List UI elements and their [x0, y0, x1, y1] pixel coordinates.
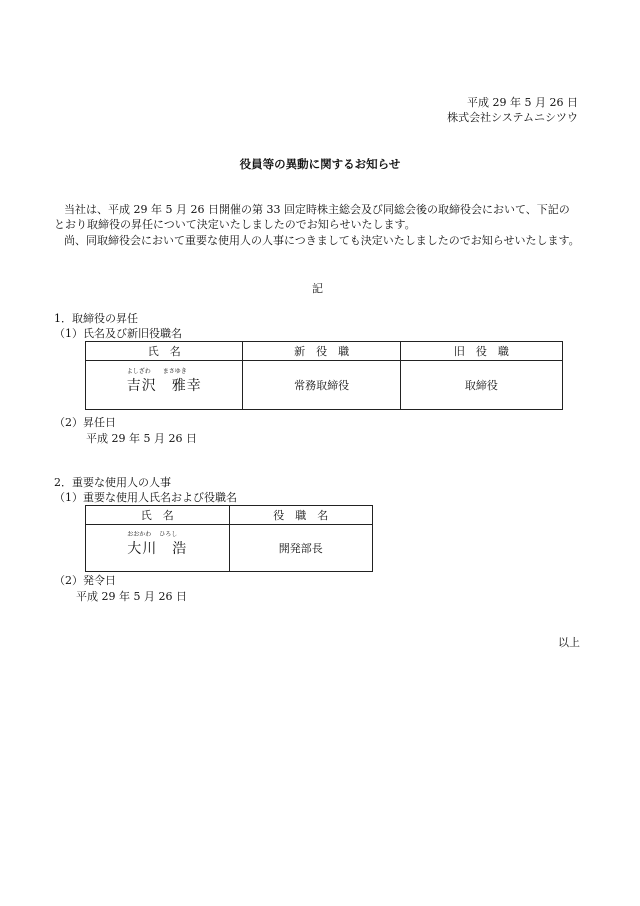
furigana-given: ひろし — [159, 531, 178, 538]
table-row — [86, 361, 563, 410]
person-name — [127, 531, 188, 558]
person-name — [126, 368, 202, 395]
cell-old-title: 取締役 — [400, 361, 562, 410]
table-header-row — [86, 342, 563, 361]
furigana-given: まさゆき — [162, 368, 187, 375]
appointment-date: 平成 29 年 5 月 26 日 — [76, 590, 187, 603]
body-paragraph-line-1: 当社は、平成 29 年 5 月 26 日開催の第 33 回定時株主総会及び同総会後の取締役会において、下記の — [64, 203, 570, 216]
cell-name — [86, 525, 230, 572]
header-old-title: 旧 役 職 — [400, 342, 562, 361]
header-name: 氏 名 — [86, 342, 243, 361]
ki-marker: 記 — [312, 282, 323, 295]
furigana-family: よしざわ — [126, 368, 151, 375]
cell-title: 開発部長 — [229, 525, 373, 572]
body-paragraph-line-2: とおり取締役の昇任について決定いたしましたのでお知らせいたします。 — [54, 218, 416, 231]
person-name-text: 大川 浩 — [127, 541, 188, 557]
cell-name — [86, 361, 243, 410]
table-row — [86, 525, 373, 572]
person-name-text: 吉沢 雅幸 — [126, 378, 202, 394]
closing-mark: 以上 — [558, 636, 580, 649]
document-title: 役員等の異動に関するお知らせ — [239, 157, 401, 171]
section2-sub2-heading: （2）発令日 — [54, 574, 116, 587]
document-date: 平成 29 年 5 月 26 日 — [467, 96, 578, 109]
section1-sub1-heading: （1）氏名及び新旧役職名 — [54, 327, 182, 340]
cell-new-title: 常務取締役 — [243, 361, 400, 410]
section2-sub1-heading: （1）重要な使用人氏名および役職名 — [54, 491, 237, 504]
header-title: 役 職 名 — [229, 506, 373, 525]
promotion-date: 平成 29 年 5 月 26 日 — [86, 432, 197, 445]
section2-heading: 2．重要な使用人の人事 — [54, 476, 171, 489]
section1-heading: 1．取締役の昇任 — [54, 312, 138, 325]
header-name: 氏 名 — [86, 506, 230, 525]
employee-appointment-table — [85, 505, 373, 572]
officer-promotion-table — [85, 341, 563, 410]
header-new-title: 新 役 職 — [243, 342, 400, 361]
table-header-row — [86, 506, 373, 525]
body-paragraph-line-3: 尚、同取締役会において重要な使用人の人事につきましても決定いたしましたのでお知らせいたします。 — [64, 234, 580, 247]
furigana-family: おおかわ — [127, 531, 152, 538]
company-name: 株式会社システムニシツウ — [447, 111, 578, 124]
section1-sub2-heading: （2）昇任日 — [54, 416, 116, 429]
